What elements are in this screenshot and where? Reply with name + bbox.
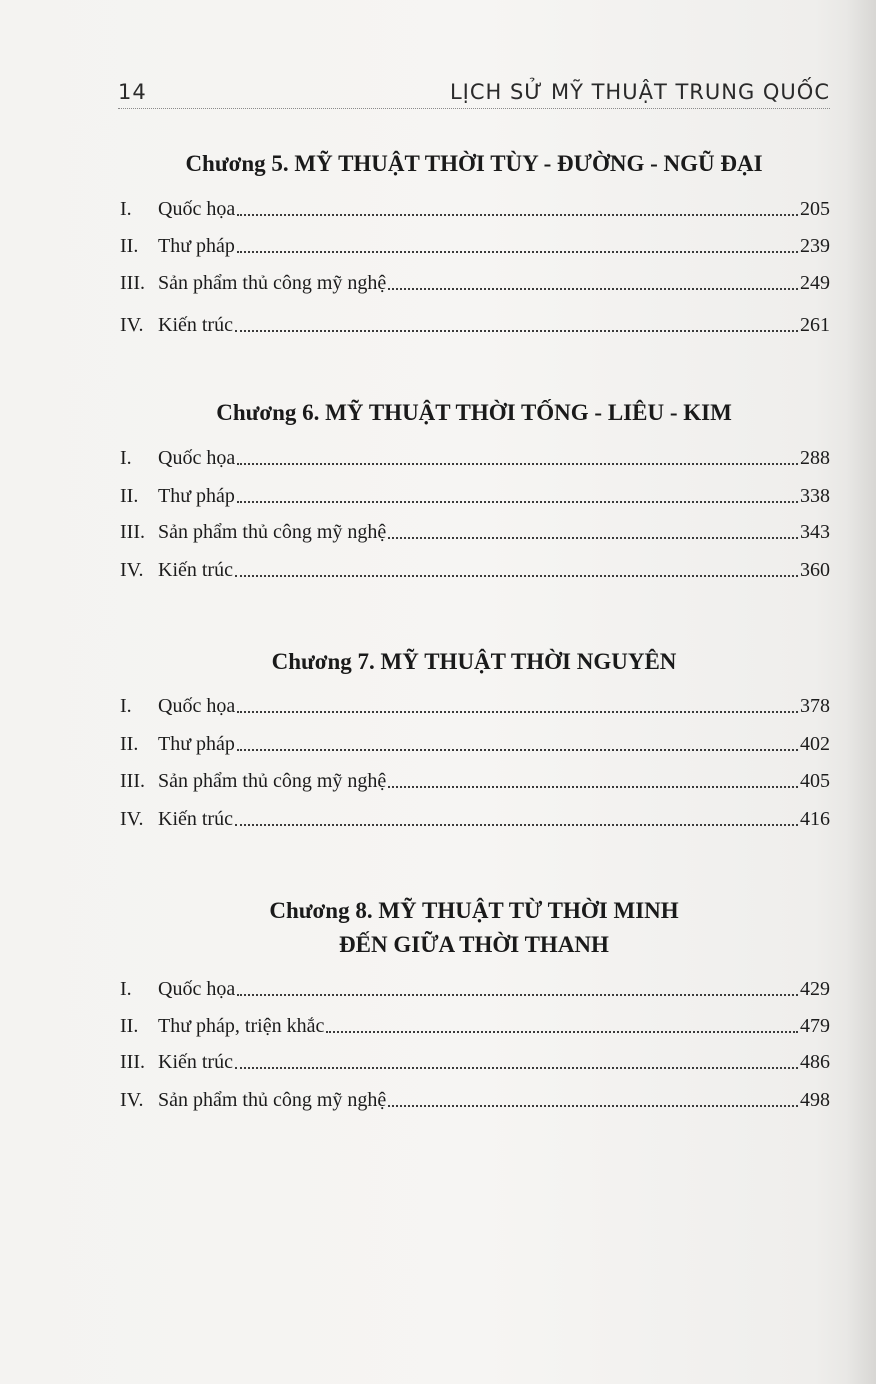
entry-number: II. xyxy=(120,235,139,257)
entry-label: Quốc họa xyxy=(158,695,236,717)
chapter-7-title: Chương 7. MỸ THUẬT THỜI NGUYÊN xyxy=(271,649,677,674)
page-number: 14 xyxy=(118,80,147,104)
toc-entry xyxy=(120,766,830,796)
dot-leader xyxy=(237,251,798,253)
toc-entry xyxy=(120,691,830,721)
chapter-5-title: Chương 5. MỸ THUẬT THỜI TÙY - ĐƯỜNG - NGŨ ĐẠI xyxy=(185,151,763,176)
toc-entry xyxy=(120,974,830,1004)
toc-entry xyxy=(120,443,830,473)
dot-leader xyxy=(237,214,798,216)
entry-page: 261 xyxy=(800,314,830,336)
toc-entry xyxy=(120,1085,830,1115)
entry-number: I. xyxy=(120,447,132,469)
entry-number: I. xyxy=(120,978,132,1000)
toc-entry xyxy=(120,481,830,511)
entry-label: Kiến trúc xyxy=(158,559,233,581)
entry-label: Quốc họa xyxy=(158,978,236,1000)
dot-leader xyxy=(388,786,798,788)
entry-number: II. xyxy=(120,485,139,507)
dot-leader xyxy=(237,994,798,996)
entry-page: 429 xyxy=(800,978,830,1000)
entry-page: 405 xyxy=(800,770,830,792)
entry-label: Sản phẩm thủ công mỹ nghệ xyxy=(158,1089,387,1111)
entry-page: 378 xyxy=(800,695,830,717)
entry-number: III. xyxy=(120,272,145,294)
dot-leader xyxy=(388,1105,798,1107)
entry-page: 479 xyxy=(800,1015,830,1037)
dot-leader xyxy=(237,711,798,713)
dot-leader xyxy=(237,463,798,465)
entry-number: II. xyxy=(120,1015,139,1037)
entry-label: Thư pháp xyxy=(158,485,235,507)
entry-label: Sản phẩm thủ công mỹ nghệ xyxy=(158,521,387,543)
entry-page: 205 xyxy=(800,198,830,220)
toc-entry xyxy=(120,310,830,340)
entry-page: 343 xyxy=(800,521,830,543)
entry-number: III. xyxy=(120,1051,145,1073)
entry-label: Quốc họa xyxy=(158,447,236,469)
entry-page: 360 xyxy=(800,559,830,581)
entry-page: 239 xyxy=(800,235,830,257)
dot-leader xyxy=(235,824,798,826)
dot-leader xyxy=(235,575,798,577)
entry-label: Kiến trúc xyxy=(158,314,233,336)
entry-label: Quốc họa xyxy=(158,198,236,220)
entry-number: III. xyxy=(120,521,145,543)
dot-leader xyxy=(235,1067,798,1069)
entry-number: III. xyxy=(120,770,145,792)
entry-number: II. xyxy=(120,733,139,755)
entry-label: Sản phẩm thủ công mỹ nghệ xyxy=(158,272,387,294)
running-title: LỊCH SỬ MỸ THUẬT TRUNG QUỐC xyxy=(449,80,830,104)
toc-entry xyxy=(120,1011,830,1041)
entry-label: Thư pháp xyxy=(158,235,235,257)
entry-number: IV. xyxy=(120,559,144,581)
dot-leader xyxy=(388,288,798,290)
chapter-6-title: Chương 6. MỸ THUẬT THỜI TỐNG - LIÊU - KIM xyxy=(216,400,732,425)
entry-page: 416 xyxy=(800,808,830,830)
toc-entry xyxy=(120,194,830,224)
entry-number: I. xyxy=(120,198,132,220)
dot-leader xyxy=(326,1031,798,1033)
entry-label: Kiến trúc xyxy=(158,1051,233,1073)
entry-label: Thư pháp, triện khắc xyxy=(158,1015,325,1037)
dot-leader xyxy=(237,749,798,751)
chapter-8-title-line-2: ĐẾN GIỮA THỜI THANH xyxy=(339,932,609,957)
entry-page: 249 xyxy=(800,272,830,294)
toc-entry xyxy=(120,729,830,759)
toc-entry xyxy=(120,1047,830,1077)
entry-number: IV. xyxy=(120,314,144,336)
dot-leader xyxy=(237,501,798,503)
page-header xyxy=(118,78,830,109)
dot-leader xyxy=(235,330,798,332)
entry-label: Kiến trúc xyxy=(158,808,233,830)
entry-page: 338 xyxy=(800,485,830,507)
page-edge-shadow xyxy=(846,0,876,1384)
toc-entry xyxy=(120,517,830,547)
entry-page: 498 xyxy=(800,1089,830,1111)
entry-page: 288 xyxy=(800,447,830,469)
entry-page: 486 xyxy=(800,1051,830,1073)
dot-leader xyxy=(388,537,798,539)
chapter-8-title-line-1: Chương 8. MỸ THUẬT TỪ THỜI MINH xyxy=(269,898,679,923)
entry-label: Thư pháp xyxy=(158,733,235,755)
entry-number: IV. xyxy=(120,1089,144,1111)
entry-number: I. xyxy=(120,695,132,717)
entry-page: 402 xyxy=(800,733,830,755)
entry-number: IV. xyxy=(120,808,144,830)
toc-entry xyxy=(120,804,830,834)
toc-entry xyxy=(120,268,830,298)
chapter-8-title xyxy=(118,894,830,962)
entry-label: Sản phẩm thủ công mỹ nghệ xyxy=(158,770,387,792)
toc-entry xyxy=(120,555,830,585)
toc-entry xyxy=(120,231,830,261)
